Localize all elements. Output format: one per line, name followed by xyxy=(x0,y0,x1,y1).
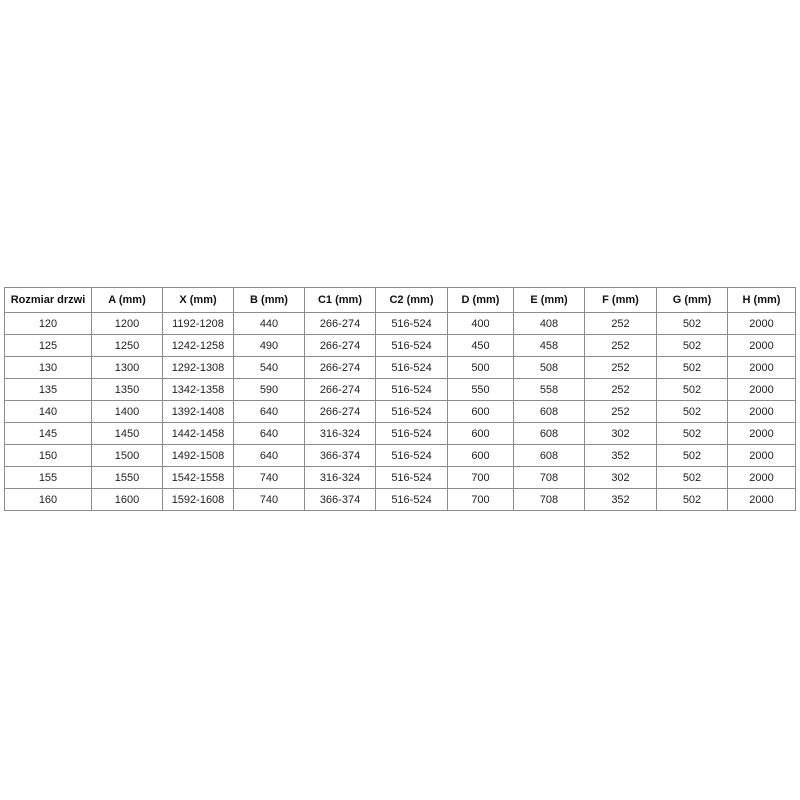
table-cell: 252 xyxy=(585,357,657,379)
column-header: C2 (mm) xyxy=(376,288,448,313)
table-cell: 502 xyxy=(657,313,728,335)
table-cell: 516-524 xyxy=(376,379,448,401)
column-header: Rozmiar drzwi xyxy=(5,288,92,313)
table-row xyxy=(5,423,796,445)
table-cell: 1600 xyxy=(92,489,163,511)
table-cell: 590 xyxy=(234,379,305,401)
table-cell: 135 xyxy=(5,379,92,401)
table-cell: 1242-1258 xyxy=(163,335,234,357)
table-cell: 640 xyxy=(234,445,305,467)
table-cell: 516-524 xyxy=(376,445,448,467)
table-cell: 516-524 xyxy=(376,467,448,489)
table-cell: 266-274 xyxy=(305,379,376,401)
table-cell: 2000 xyxy=(728,335,796,357)
table-cell: 1392-1408 xyxy=(163,401,234,423)
table-cell: 516-524 xyxy=(376,489,448,511)
table-cell: 140 xyxy=(5,401,92,423)
table-cell: 1592-1608 xyxy=(163,489,234,511)
table-cell: 2000 xyxy=(728,379,796,401)
column-header: X (mm) xyxy=(163,288,234,313)
table-cell: 266-274 xyxy=(305,357,376,379)
table-cell: 1450 xyxy=(92,423,163,445)
table-cell: 600 xyxy=(448,445,514,467)
table-header xyxy=(5,288,796,313)
column-header: E (mm) xyxy=(514,288,585,313)
table-cell: 2000 xyxy=(728,423,796,445)
table-cell: 600 xyxy=(448,401,514,423)
table-cell: 252 xyxy=(585,313,657,335)
table-cell: 1400 xyxy=(92,401,163,423)
table-cell: 740 xyxy=(234,467,305,489)
column-header: F (mm) xyxy=(585,288,657,313)
table-cell: 540 xyxy=(234,357,305,379)
table-row xyxy=(5,445,796,467)
table-cell: 2000 xyxy=(728,401,796,423)
table-cell: 502 xyxy=(657,357,728,379)
table-cell: 316-324 xyxy=(305,423,376,445)
table-cell: 700 xyxy=(448,489,514,511)
table-row xyxy=(5,467,796,489)
column-header: D (mm) xyxy=(448,288,514,313)
table-cell: 500 xyxy=(448,357,514,379)
table-cell: 1200 xyxy=(92,313,163,335)
table-cell: 440 xyxy=(234,313,305,335)
table-cell: 2000 xyxy=(728,489,796,511)
table-cell: 608 xyxy=(514,401,585,423)
table-cell: 640 xyxy=(234,423,305,445)
table-cell: 1442-1458 xyxy=(163,423,234,445)
column-header: B (mm) xyxy=(234,288,305,313)
table-cell: 266-274 xyxy=(305,313,376,335)
table-cell: 352 xyxy=(585,489,657,511)
table-cell: 608 xyxy=(514,445,585,467)
table-cell: 1300 xyxy=(92,357,163,379)
table-cell: 450 xyxy=(448,335,514,357)
table-cell: 550 xyxy=(448,379,514,401)
table-cell: 516-524 xyxy=(376,423,448,445)
table-cell: 516-524 xyxy=(376,313,448,335)
table-cell: 1192-1208 xyxy=(163,313,234,335)
column-header: C1 (mm) xyxy=(305,288,376,313)
spec-table xyxy=(4,287,796,511)
table-cell: 516-524 xyxy=(376,335,448,357)
table-cell: 2000 xyxy=(728,467,796,489)
table-cell: 508 xyxy=(514,357,585,379)
table-cell: 266-274 xyxy=(305,401,376,423)
column-header: H (mm) xyxy=(728,288,796,313)
table-cell: 150 xyxy=(5,445,92,467)
table-row xyxy=(5,379,796,401)
column-header: A (mm) xyxy=(92,288,163,313)
table-cell: 366-374 xyxy=(305,445,376,467)
table-row xyxy=(5,489,796,511)
table-cell: 2000 xyxy=(728,445,796,467)
table-cell: 1500 xyxy=(92,445,163,467)
table-cell: 145 xyxy=(5,423,92,445)
table-cell: 708 xyxy=(514,467,585,489)
table-cell: 502 xyxy=(657,335,728,357)
table-cell: 1350 xyxy=(92,379,163,401)
table-cell: 252 xyxy=(585,401,657,423)
table-cell: 352 xyxy=(585,445,657,467)
table-cell: 316-324 xyxy=(305,467,376,489)
table-cell: 740 xyxy=(234,489,305,511)
table-cell: 700 xyxy=(448,467,514,489)
table-cell: 302 xyxy=(585,423,657,445)
table-cell: 160 xyxy=(5,489,92,511)
table-cell: 516-524 xyxy=(376,401,448,423)
table-cell: 2000 xyxy=(728,313,796,335)
table-cell: 502 xyxy=(657,467,728,489)
table-cell: 120 xyxy=(5,313,92,335)
table-cell: 252 xyxy=(585,379,657,401)
table-cell: 1492-1508 xyxy=(163,445,234,467)
table-cell: 502 xyxy=(657,445,728,467)
column-header: G (mm) xyxy=(657,288,728,313)
table-cell: 502 xyxy=(657,401,728,423)
table-cell: 252 xyxy=(585,335,657,357)
table-cell: 302 xyxy=(585,467,657,489)
table-cell: 155 xyxy=(5,467,92,489)
table-cell: 1550 xyxy=(92,467,163,489)
table-cell: 516-524 xyxy=(376,357,448,379)
table-cell: 266-274 xyxy=(305,335,376,357)
table-cell: 600 xyxy=(448,423,514,445)
table-row xyxy=(5,335,796,357)
table-cell: 502 xyxy=(657,423,728,445)
table-body xyxy=(5,313,796,511)
header-row xyxy=(5,288,796,313)
table-row xyxy=(5,401,796,423)
table-cell: 608 xyxy=(514,423,585,445)
table-cell: 1542-1558 xyxy=(163,467,234,489)
table-cell: 366-374 xyxy=(305,489,376,511)
table-cell: 502 xyxy=(657,489,728,511)
table-cell: 400 xyxy=(448,313,514,335)
table-cell: 408 xyxy=(514,313,585,335)
table-cell: 1250 xyxy=(92,335,163,357)
table-row xyxy=(5,357,796,379)
table-cell: 640 xyxy=(234,401,305,423)
table-cell: 708 xyxy=(514,489,585,511)
table-cell: 502 xyxy=(657,379,728,401)
table-cell: 125 xyxy=(5,335,92,357)
table-cell: 130 xyxy=(5,357,92,379)
table-cell: 2000 xyxy=(728,357,796,379)
table-cell: 490 xyxy=(234,335,305,357)
table-row xyxy=(5,313,796,335)
table-cell: 1292-1308 xyxy=(163,357,234,379)
table-cell: 1342-1358 xyxy=(163,379,234,401)
table-cell: 458 xyxy=(514,335,585,357)
table-cell: 558 xyxy=(514,379,585,401)
